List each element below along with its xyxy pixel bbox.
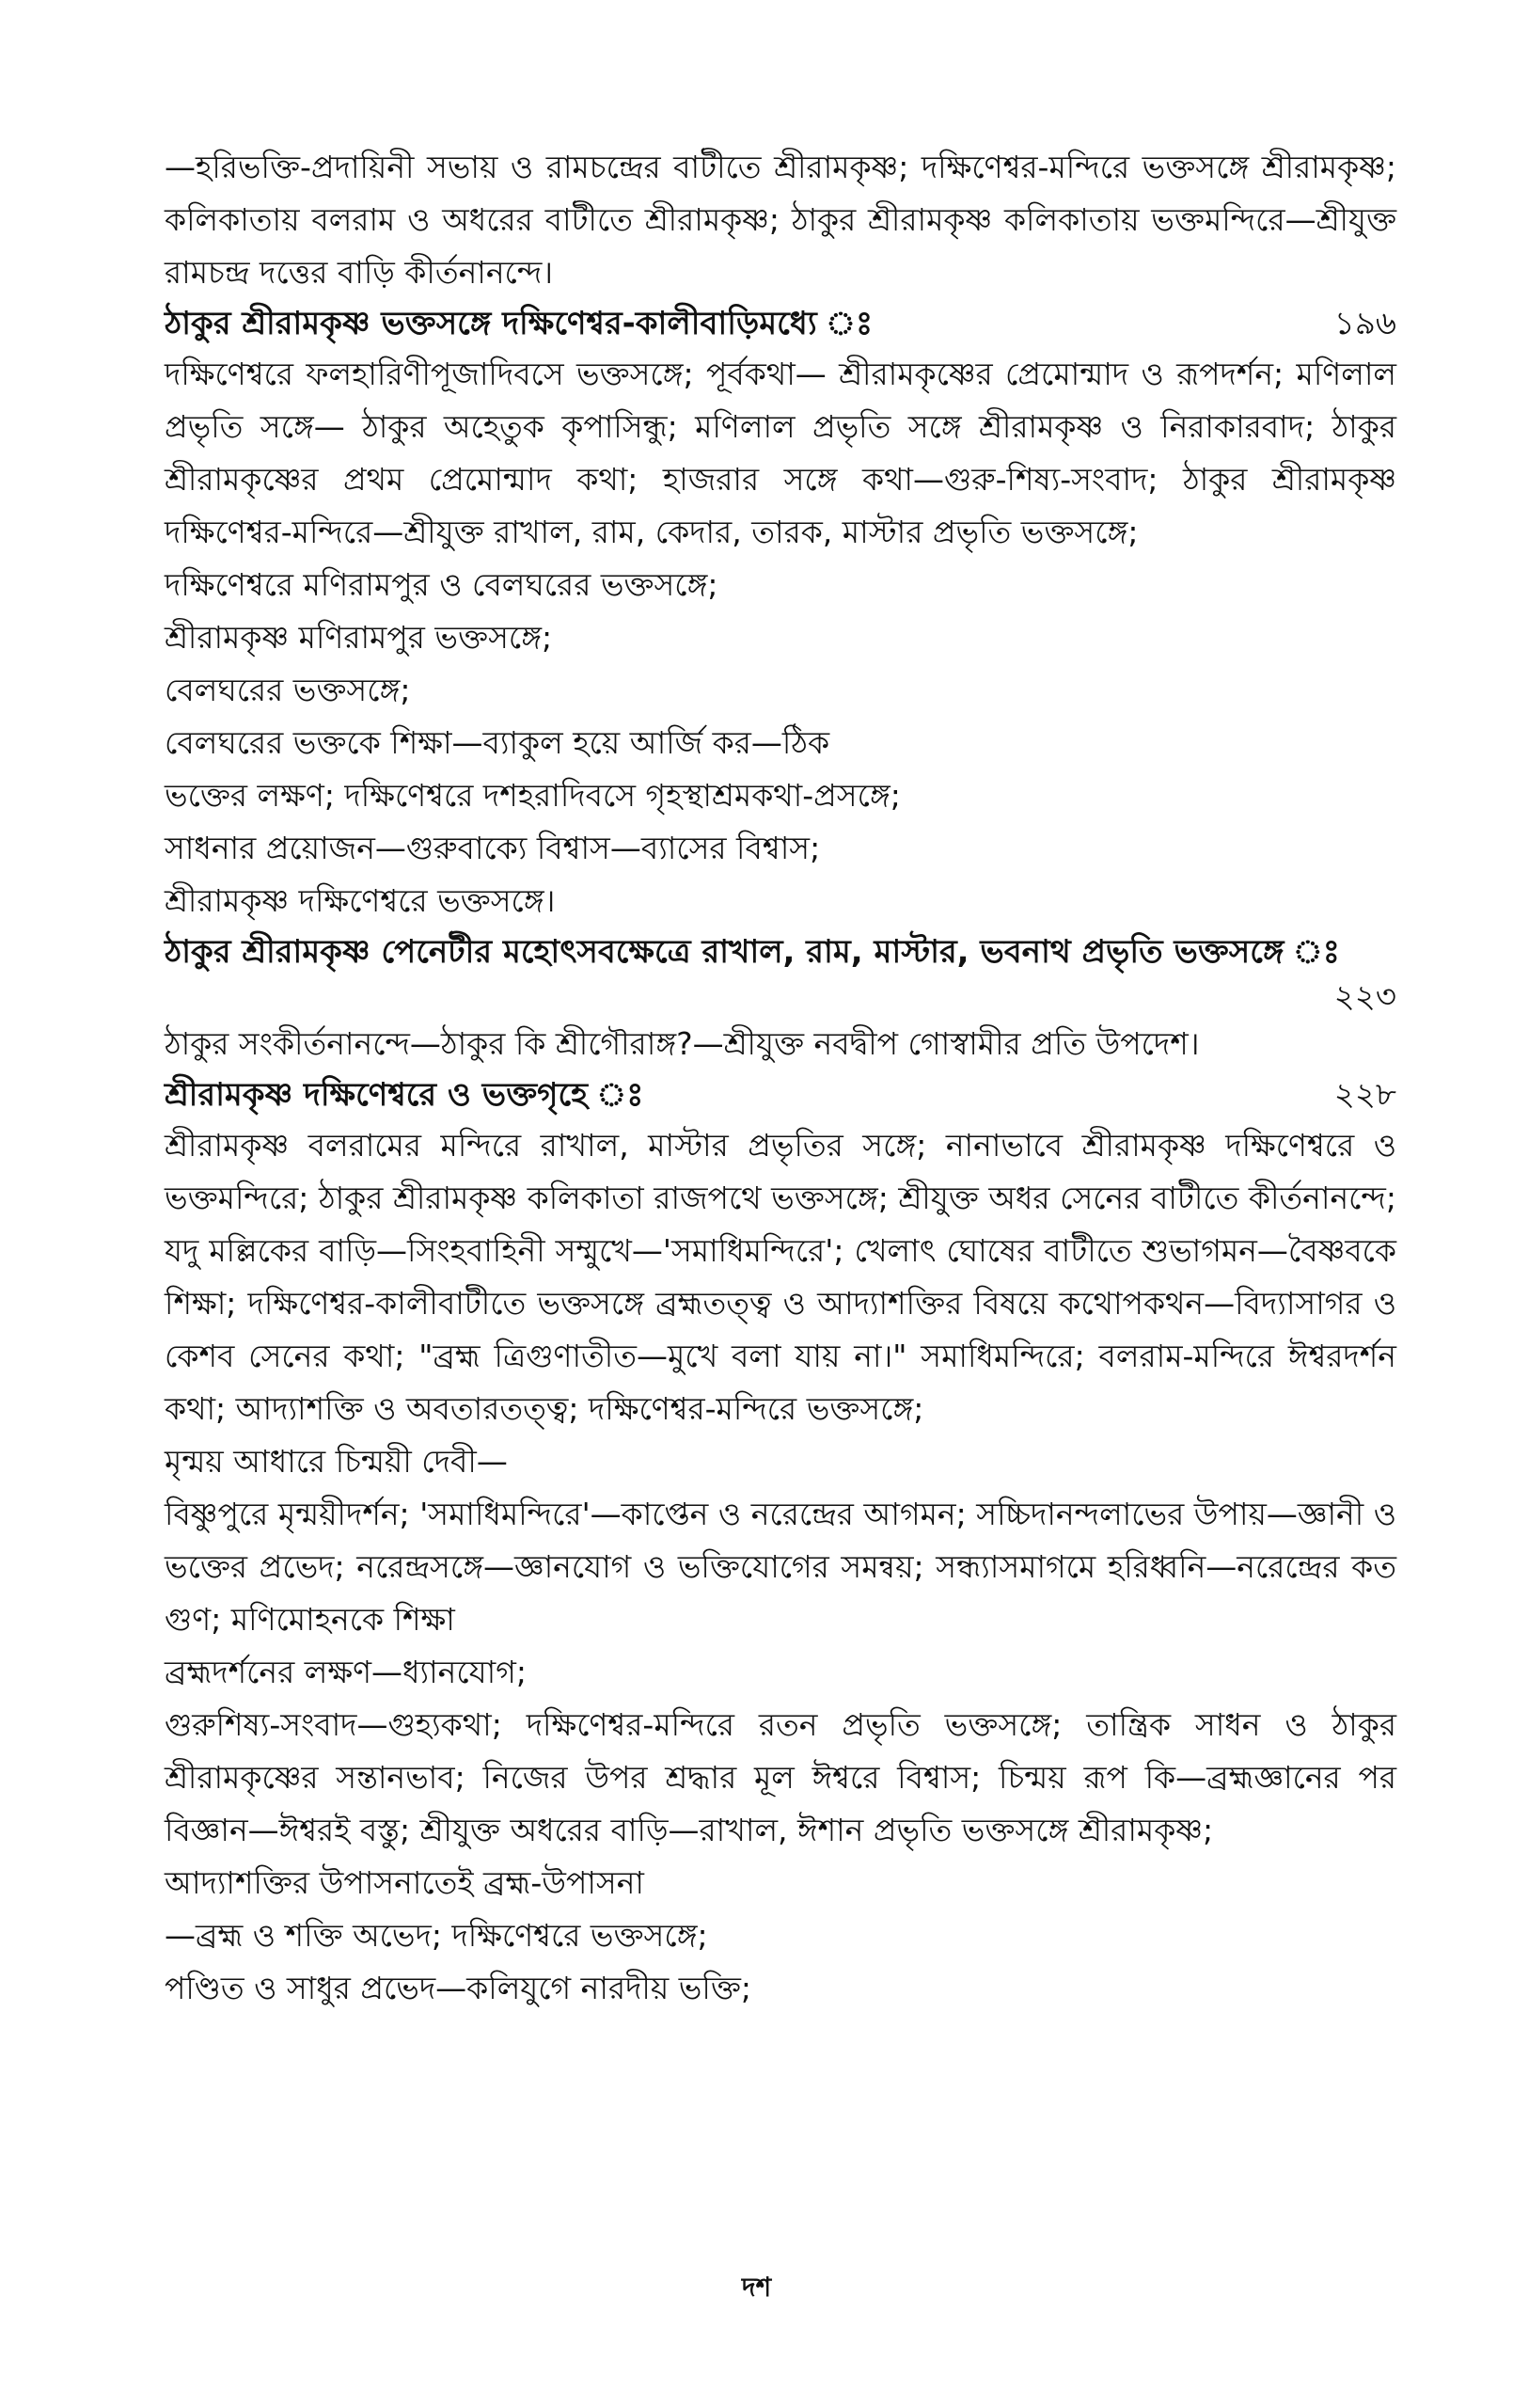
entry-line: বেলঘরের ভক্তসঙ্গে; — [165, 672, 411, 708]
entry-line: দক্ষিণেশ্বরে মণিরামপুর ও বেলঘরের ভক্তসঙ্গে; — [165, 566, 718, 603]
section-entries — [165, 1435, 1396, 1488]
page-footer: দশ — [741, 2272, 772, 2303]
entry-line: বেলঘরের ভক্তকে শিক্ষা—ব্যাকুল হয়ে আর্জি কর—ঠিক — [165, 724, 830, 761]
section-entries — [165, 559, 1396, 927]
entry-line: শ্রীরামকৃষ্ণ মণিরামপুর ভক্তসঙ্গে; — [165, 619, 553, 656]
entry-line: আদ্যাশক্তির উপাসনাতেই ব্রহ্ম-উপাসনা — [165, 1864, 644, 1901]
section-paragraph: শ্রীরামকৃষ্ণ বলরামের মন্দিরে রাখাল, মাস্টার প্রভৃতির সঙ্গে; নানাভাবে শ্রীরামকৃষ্ণ দক্ষিণেশ্বরে ও ভক্তমন্দিরে; ঠাকুর শ্রীরামকৃষ্ণ কলিকাতা রাজপথে ভক্তসঙ্গে; শ্রীযুক্ত অধর সেনের বাটীতে কীর্তনানন্দে; যদু মল্লিকের বাড়ি—সিংহবাহিনী সম্মুখে—'সমাধিমন্দিরে'; খেলাৎ ঘোষের বাটীতে শুভাগমন—বৈষ্ণবকে শিক্ষা; দক্ষিণেশ্বর-কালীবাটীতে ভক্তসঙ্গে ব্রহ্মতত্ত্ব ও আদ্যাশক্তির বিষয়ে কথোপকথন—বিদ্যাসাগর ও কেশব সেনের কথা; "ব্রহ্ম ত্রিগুণাতীত—মুখে বলা যায় না।" সমাধিমন্দিরে; বলরাম-মন্দিরে ঈশ্বরদর্শন কথা; আদ্যাশক্তি ও অবতারতত্ত্ব; দক্ষিণেশ্বর-মন্দিরে ভক্তসঙ্গে; — [165, 1127, 1396, 1427]
entry-line: পণ্ডিত ও সাধুর প্রভেদ—কলিযুগে নারদীয় ভক্তি; — [165, 1970, 752, 2006]
entry-line: —ব্রহ্ম ও শক্তি অভেদ; দক্ষিণেশ্বরে ভক্তসঙ্গে; — [165, 1917, 708, 1954]
section-page-number: ১৯৬ — [1333, 305, 1396, 342]
entry-line: ভক্তের লক্ষণ; দক্ষিণেশ্বরে দশহরাদিবসে গৃহস্থাশ্রমকথা-প্রসঙ্গে; — [165, 777, 901, 814]
section-heading: শ্রীরামকৃষ্ণ দক্ষিণেশ্বরে ও ভক্তগৃহে ঃ — [165, 1076, 644, 1114]
section-heading-row — [165, 1070, 1396, 1119]
entry-line: শ্রীরামকৃষ্ণ দক্ষিণেশ্বরে ভক্তসঙ্গে। — [165, 882, 556, 919]
section-paragraph: গুরুশিষ্য-সংবাদ—গুহ্যকথা; দক্ষিণেশ্বর-মন্দিরে রতন প্রভৃতি ভক্তসঙ্গে; তান্ত্রিক সাধন ও ঠাকুর শ্রীরামকৃষ্ণের সন্তানভাব; নিজের উপর শ্রদ্ধার মূল ঈশ্বরে বিশ্বাস; চিন্ময় রূপ কি—ব্রহ্মজ্ঞানের পর বিজ্ঞান—ঈশ্বরই বস্তু; শ্রীযুক্ত অধরের বাড়ি—রাখাল, ঈশান প্রভৃতি ভক্তসঙ্গে শ্রীরামকৃষ্ণ; — [165, 1706, 1396, 1848]
entry-line: মৃন্ময় আধারে চিন্ময়ী দেবী— — [165, 1443, 508, 1480]
entry-line: ব্রহ্মদর্শনের লক্ষণ—ধ্যানযোগ; — [165, 1654, 527, 1690]
section-page-number: ২২৮ — [1333, 1076, 1396, 1114]
contents-page — [165, 141, 1396, 2015]
section-heading: ঠাকুর শ্রীরামকৃষ্ণ পেনেটীর মহোৎসবক্ষেত্রে রাখাল, রাম, মাস্টার, ভবনাথ প্রভৃতি ভক্তসঙ্গে ঃ — [165, 933, 1340, 971]
section-paragraph: দক্ষিণেশ্বরে ফলহারিণীপূজাদিবসে ভক্তসঙ্গে; পূর্বকথা— শ্রীরামকৃষ্ণের প্রেমোন্মাদ ও রূপদর্শন; মণিলাল প্রভৃতি সঙ্গে— ঠাকুর অহেতুক কৃপাসিন্ধু; মণিলাল প্রভৃতি সঙ্গে শ্রীরামকৃষ্ণ ও নিরাকারবাদ; ঠাকুর শ্রীরামকৃষ্ণের প্রথম প্রেমোন্মাদ কথা; হাজরার সঙ্গে কথা—গুরু-শিষ্য-সংবাদ; ঠাকুর শ্রীরামকৃষ্ণ দক্ষিণেশ্বর-মন্দিরে—শ্রীযুক্ত রাখাল, রাম, কেদার, তারক, মাস্টার প্রভৃতি ভক্তসঙ্গে; — [165, 356, 1396, 550]
section-heading: ঠাকুর শ্রীরামকৃষ্ণ ভক্তসঙ্গে দক্ষিণেশ্বর-কালীবাড়িমধ্যে ঃ — [165, 305, 874, 342]
intro-paragraph: —হরিভক্তি-প্রদায়িনী সভায় ও রামচন্দ্রের বাটীতে শ্রীরামকৃষ্ণ; দক্ষিণেশ্বর-মন্দিরে ভক্তসঙ্গে শ্রীরামকৃষ্ণ; কলিকাতায় বলরাম ও অধরের বাটীতে শ্রীরামকৃষ্ণ; ঠাকুর শ্রীরামকৃষ্ণ কলিকাতায় ভক্তমন্দিরে—শ্রীযুক্ত রামচন্দ্র দত্তের বাড়ি কীর্তনানন্দে। — [165, 149, 1396, 291]
section-heading-row — [165, 299, 1396, 348]
section-page-number: ২২৩ — [1333, 978, 1396, 1016]
section-entries — [165, 1646, 1396, 1699]
section-paragraph: বিষ্ণুপুরে মৃন্ময়ীদর্শন; 'সমাধিমন্দিরে'—কাপ্তেন ও নরেন্দ্রের আগমন; সচ্চিদানন্দলাভের উপায়—জ্ঞানী ও ভক্তের প্রভেদ; নরেন্দ্রসঙ্গে—জ্ঞানযোগ ও ভক্তিযোগের সমন্বয়; সন্ধ্যাসমাগমে হরিধ্বনি—নরেন্দ্রের কত গুণ; মণিমোহনকে শিক্ষা — [165, 1496, 1396, 1638]
section-entries — [165, 1857, 1396, 2015]
entry-line: সাধনার প্রয়োজন—গুরুবাক্যে বিশ্বাস—ব্যাসের বিশ্বাস; — [165, 830, 821, 866]
section-paragraph: ঠাকুর সংকীর্তনানন্দে—ঠাকুর কি শ্রীগৌরাঙ্গ?—শ্রীযুক্ত নবদ্বীপ গোস্বামীর প্রতি উপদেশ। — [165, 1025, 1200, 1062]
section-heading-block — [165, 927, 1396, 1018]
